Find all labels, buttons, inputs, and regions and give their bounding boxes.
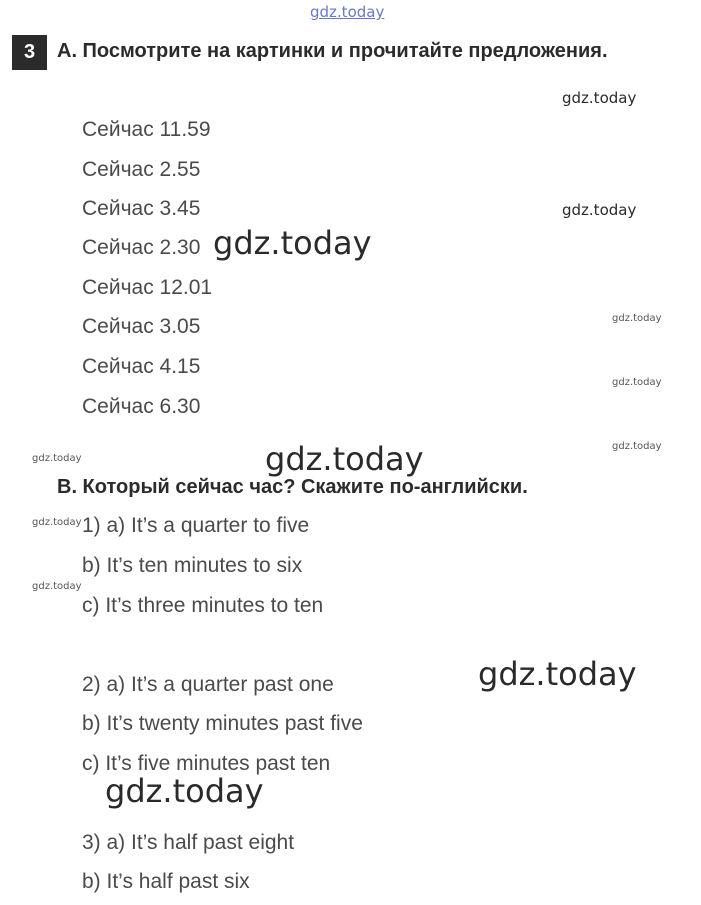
part-a-line-5: Сейчас 12.01 [82,276,213,299]
part-a-line-7: Сейчас 4.15 [82,355,201,378]
part-b-heading: B. Который сейчас час? Скажите по-английски. [57,476,528,498]
part-a-line-3: Сейчас 3.45 [82,197,201,220]
watermark: gdz.today [32,581,82,592]
part-b-line-3a: 3) a) It’s half past eight [82,831,295,854]
part-a-line-4: Сейчас 2.30 [82,236,201,259]
part-b-line-1b: b) It’s ten minutes to six [82,554,303,577]
part-a-heading: A. Посмотрите на картинки и прочитайте предложения. [57,40,608,62]
watermark: gdz.today [562,201,637,219]
part-b-line-1a: 1) a) It’s a quarter to five [82,514,310,537]
watermark-top: gdz.today [310,3,385,21]
watermark: gdz.today [105,772,264,810]
part-b-line-2c: c) It’s five minutes past ten [82,752,331,775]
part-b-line-3b: b) It’s half past six [82,870,250,893]
watermark: gdz.today [612,377,662,388]
exercise-number-badge: 3 [12,35,47,70]
part-b-line-1c: c) It’s three minutes to ten [82,594,324,617]
watermark: gdz.today [32,517,82,528]
part-a-line-2: Сейчас 2.55 [82,158,201,181]
watermark: gdz.today [213,224,372,262]
part-a-line-6: Сейчас 3.05 [82,315,201,338]
part-b-line-2b: b) It’s twenty minutes past five [82,712,363,735]
part-a-line-1: Сейчас 11.59 [82,118,211,141]
part-b-line-2a: 2) a) It’s a quarter past one [82,673,334,696]
part-a-line-8: Сейчас 6.30 [82,395,201,418]
watermark: gdz.today [562,89,637,107]
watermark: gdz.today [32,453,82,464]
watermark: gdz.today [612,441,662,452]
watermark: gdz.today [265,440,424,478]
watermark: gdz.today [478,655,637,693]
watermark: gdz.today [612,313,662,324]
